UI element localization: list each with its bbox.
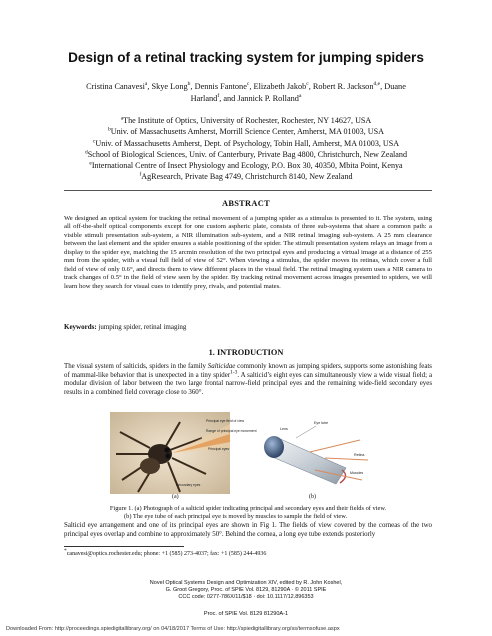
author: Dennis Fantone$^c$: [194, 81, 250, 91]
lens: [264, 436, 284, 458]
figure-caption: Figure 1. (a) Photograph of a salticid spider indicating principal and secondary eyes and their fields of view. (b) The eye tube of each principal eye is moved by muscles to sample the field of view.: [109, 505, 387, 520]
author-line-1: Cristina Canavesi$^a$, Skye Long$^b$, Dennis Fantone$^c$, Elizabeth Jakob$^c$, Robert R. Jackson$^{d,e}$, Duane: [86, 81, 406, 91]
footnote-divider: [64, 546, 184, 547]
proceedings-info: Novel Optical Systems Design and Optimization XIV, edited by R. John Koshel, G. Groot Gregory, Proc. of SPIE Vol. 8129, 81290A · © 2011 SPIE CCC code: 0277-786X/11/$18 · doi: 10.1117/12.896353: [149, 580, 343, 600]
page-id: Proc. of SPIE Vol. 8129 81290A-1: [203, 611, 289, 617]
intro-paragraph: The visual system of salticids, spiders in the family Salticidae commonly known as jumping spiders, supports some astonishing feats of mammal-like behavior that is unexpected in a tiny spider$^{1-3}$. A salticid’s eight eyes can simultaneously view a wide visual field; a modular division of labor between the two large frontal narrow-field principal eyes and the remaining wide-field secondary eyes results in a combined field coverage close to 360°.: [64, 363, 433, 396]
section-heading: 1. INTRODUCTION: [208, 348, 284, 357]
subfigure-a-label: (a): [172, 494, 179, 500]
label-eye-movement: Range of principal eye movement: [206, 429, 257, 433]
principal-eye: [164, 447, 169, 452]
divider: [64, 190, 432, 191]
affiliation: $^e$International Centre of Insect Physiology and Ecology, P.O. Box 30, 40350, Mbita Point, Kenya: [89, 160, 403, 171]
spider-abdomen: [140, 458, 160, 474]
affiliation: $^f$AgResearch, Private Bag 4749, Christchurch 8140, New Zealand: [139, 171, 353, 182]
abstract-heading: ABSTRACT: [221, 199, 270, 208]
spider-photo: [110, 412, 230, 494]
label-lens: Lens: [280, 427, 288, 431]
download-notice: Downloaded From: http://proceedings.spiedigitallibrary.org/ on 04/18/2017 Terms of Use: http://spiedigitallibrary.org/ss/termsofuse.aspx: [6, 626, 340, 632]
author-list: [58, 81, 434, 105]
keywords-label: Keywords:: [64, 323, 97, 331]
paper-title: Design of a retinal tracking system for jumping spiders: [68, 50, 424, 65]
keywords-text: jumping spider, retinal imaging: [98, 323, 187, 331]
subfigure-b-label: (b): [309, 494, 316, 500]
keywords: [64, 323, 432, 331]
proceedings-link[interactable]: http://proceedings.spiedigitallibrary.org/: [54, 626, 152, 632]
author: Skye Long$^b$: [151, 81, 191, 91]
label-secondary-eyes: Secondary eyes: [176, 483, 201, 487]
body-paragraph: Salticid eye arrangement and one of its principal eyes are shown in Fig 1. The fields of view covered by the corneas of the two principal eyes overlap and combine to approximately 50°. Behind the cornea, a long eye tube extends posteriorly: [64, 522, 432, 538]
author: Robert R. Jackson$^{d,e}$: [312, 81, 381, 91]
label-muscles: Muscles: [350, 471, 364, 475]
affiliation: $^b$Univ. of Massachusetts Amherst, Morrill Science Center, Amherst, MA 01003, USA: [108, 126, 384, 137]
author: Cristina Canavesi$^a$: [86, 81, 148, 91]
principal-eye: [165, 453, 170, 458]
label-principal-eyes: Principal eyes: [208, 447, 230, 451]
figure-1: [110, 410, 382, 502]
label-retina: Retina: [354, 453, 365, 457]
affiliation: $^a$The Institute of Optics, University of Rochester, Rochester, NY 14627, USA: [120, 115, 372, 125]
affiliation: $^d$School of Biological Sciences, Univ. of Canterbury, Private Bag 4800, Christchurch, New Zealand: [84, 149, 407, 159]
author: Harland$^f$: [190, 93, 220, 103]
footnote: *canavesi@optics.rochester.edu; phone: +1 (585) 273-4037; fax: +1 (585) 244-4936: [64, 548, 267, 557]
author: Jannick P. Rolland$^a$: [237, 93, 302, 103]
affiliations: [40, 115, 452, 183]
author: Elizabeth Jakob$^c$: [253, 81, 309, 91]
label-principal-fov: Principal eye field of view: [206, 419, 245, 423]
terms-link[interactable]: http://spiedigitallibrary.org/ss/termsofuse.aspx: [226, 626, 340, 632]
affiliation: $^c$Univ. of Massachusetts Amherst, Dept. of Psychology, Tobin Hall, Amherst, MA 01003, USA: [92, 137, 400, 148]
author: Duane: [384, 82, 406, 91]
label-eye-tube: Eye tube: [314, 421, 329, 425]
abstract-text: We designed an optical system for tracking the retinal movement of a jumping spider as a stimulus is presented to it. The system, using all off-the-shelf optical components except for one custom aspheric plate, consists of three sub-systems that share a common path: a visible stimuli presentation sub-system, a NIR illumination sub-system, and a NIR retinal imaging sub-system. A 25 mm clearance between the last element and the spider ensures a stable positioning of the spider. The stimuli presentation system relays an image from a display to the spider eye, matching the 15 arcmin resolution of the two principal eyes and producing a virtual image at a distance of 255 mm from the spider, with a visual full field of view of 52°. When viewing a stimulus, the spider moves its retinas, which cover a full field of view of only 0.6°, and directs them to view different places in the visual field. The retinal imaging system uses a NIR camera to track changes of 0.5° in the field of view seen by the spider. By tracking retinal movement across images presented to spiders, we will learn how they search for visual cues to identify prey, rivals, and potential mates.: [64, 215, 432, 290]
author-line-2: Harland$^f$, and Jannick P. Rolland$^a$: [190, 93, 302, 103]
